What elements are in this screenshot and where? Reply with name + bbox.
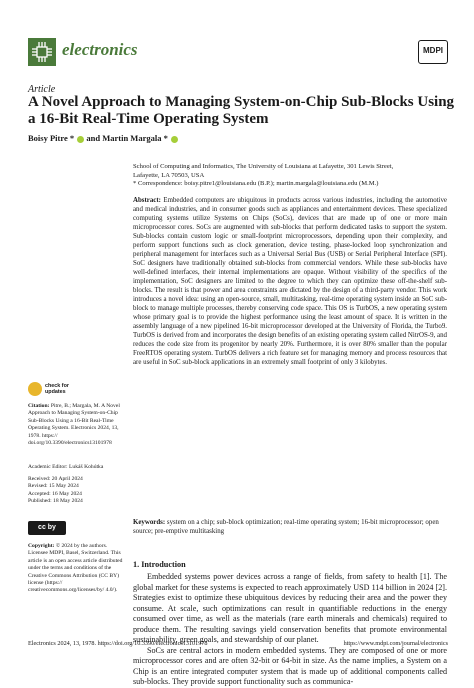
keywords <box>133 518 447 536</box>
affiliation-line: Lafayette, LA 70503, USA <box>133 171 205 179</box>
check-line1: check for <box>45 383 69 389</box>
orcid-icon[interactable] <box>171 136 178 143</box>
copyright-label: Copyright: <box>28 543 55 549</box>
correspondence-line: * Correspondence: boisy.pitre1@louisiana.edu (B.P.); martin.margala@louisiana.edu (M.M.) <box>133 180 379 188</box>
abstract-text: Embedded computers are ubiquitous in products across various industries, including the automotive and medical industries, and in consumer goods such as appliances and entertainment devices. These specialized computing systems utilize Systems on Chips (SoCs), devices that are made up of one or more main microprocessor cores. SoCs are augmented with sub-blocks that perform dedicated tasks to support the system. Sub-blocks contain custom logic or small-footprint microprocessors, depending upon their complexity, and perform support functions such as clock generation, device testing, phase-locked loop synchronization and peripheral management for interfaces such as a Universal Serial Bus (USB) or Serial Peripheral Interface (SPI). SoC designers have traditionally obtained sub-blocks from commercial vendors. While these sub-blocks have well-defined interfaces, their internal implementations are opaque. Without visibility of the specifics of the implementation, SoC designers are limited to the degree to which they can optimize these off-the-shelf sub-blocks. The result is that power and area constraints are dictated by the design of a third-party vendor. This work introduces a novel idea: using an open-source, small, multitasking, real-time operating system inside an SoC sub-block to manage multiple processes, thereby conserving code space. This OS is TurbOS, a new operating system whose primary goal is to provide the highest performance using the least amount of space. It is written in the assembly language of a new pipelined 16-bit microprocessor developed at the University of Florida, the Turbo9. TurbOS is derived from and incorporates the design benefits of an existing operating system called NitrOS-9, and reduces the code size from its progenitor by nearly 20%. Furthermore, it is over 80% smaller than the popular FreeRTOS operating system. TurbOS delivers a rich feature set for managing memory and process resources that are useful in SoC sub-block applications in an extremely small footprint of only 3 kilobytes. <box>133 197 447 366</box>
footer-citation[interactable]: Electronics 2024, 13, 1978. https://doi.org/10.3390/electronics13101978 <box>28 640 208 647</box>
journal-logo-icon <box>28 38 56 66</box>
copyright-text: © 2024 by the authors. Licensee MDPI, Basel, Switzerland. This article is an open access article distributed under the terms and conditions of the Creative Commons Attribution (CC BY) license (https:// creativecommons.org/licenses/by/ 4.0/). <box>28 543 123 594</box>
keywords-text: system on a chip; sub-block optimization; real-time operating system; 16-bit microprocessor; open source; pre-emptive multitasking <box>133 519 439 535</box>
dates-block <box>28 476 126 506</box>
author-name[interactable]: Martin Margala <box>102 133 162 143</box>
date-received: Received: 20 April 2024 <box>28 476 83 482</box>
journal-name: electronics <box>62 40 138 59</box>
check-updates-icon <box>28 382 42 396</box>
cc-by-license-icon[interactable]: cc by <box>28 521 66 535</box>
orcid-icon[interactable] <box>77 136 84 143</box>
date-published: Published: 18 May 2024 <box>28 498 83 505</box>
keywords-label: Keywords: <box>133 519 166 526</box>
journal-header <box>28 38 448 74</box>
affiliation <box>133 163 443 189</box>
copyright-block <box>28 543 126 595</box>
abstract-label: Abstract: <box>133 197 161 204</box>
date-revised: Revised: 15 May 2024 <box>28 483 79 490</box>
mdpi-logo-text: MDPI <box>423 46 443 55</box>
citation-block <box>28 403 126 447</box>
section-heading: 1. Introduction <box>133 560 186 569</box>
academic-editor-text: Academic Editor: Lukáš Kohútka <box>28 464 104 470</box>
citation-text: Pitre, B.; Margala, M. A Novel Approach to Managing System-on-Chip Sub-Blocks Using a 16-Bit Real-Time Operating System. Electronics 2024, 13, 1978. https:// doi.org/10.3390/electronics13101978 <box>28 403 120 447</box>
date-accepted: Accepted: 16 May 2024 <box>28 490 82 497</box>
affiliation-line: School of Computing and Informatics, The University of Louisiana at Lafayette, 301 Lewis Street, <box>133 163 394 170</box>
author-name[interactable]: Boisy Pitre <box>28 133 68 143</box>
article-title: A Novel Approach to Managing System-on-Chip Sub-Blocks Using a 16-Bit Real-Time Operating System <box>28 94 455 127</box>
author-conjunction: and <box>86 133 101 143</box>
body-paragraph: SoCs are central actors in modern embedded systems. They are composed of one or more microprocessor cores and are often 32-bit or 64-bit in size. As the name implies, a System on a Chip is an entire integrated computer system that is made up of additional components called sub-blocks. They provide support functionality such as communica- <box>133 645 447 686</box>
academic-editor <box>28 464 126 471</box>
article-type: Article <box>28 84 56 95</box>
author-list <box>28 133 178 143</box>
footer-journal-url[interactable]: https://www.mdpi.com/journal/electronics <box>343 640 448 647</box>
body-text <box>133 572 447 688</box>
check-for-updates-badge[interactable] <box>28 382 98 398</box>
correspondence-mark: * <box>163 133 168 143</box>
abstract <box>133 196 447 367</box>
citation-label: Citation: <box>28 403 50 409</box>
correspondence-mark: * <box>69 133 75 143</box>
body-paragraph: Embedded systems power devices across a range of fields, from safety to health [1]. The global market for these systems is expected to reach approximately USD 114 billion in 2024 [2]. Strategies exist to optimize these ubiquitous devices by reducing their area and the power they consume. At scale, such optimizations can result in quantifiable reductions in the energy consumed over time, as well as the materials (rare earth minerals and chemicals) required to produce them. The resulting savings yield conservation benefits that promote environmental sustainability, green goals, and stewardship of our planet. <box>133 572 447 644</box>
check-line2: updates <box>45 389 66 395</box>
mdpi-logo[interactable] <box>418 40 448 64</box>
